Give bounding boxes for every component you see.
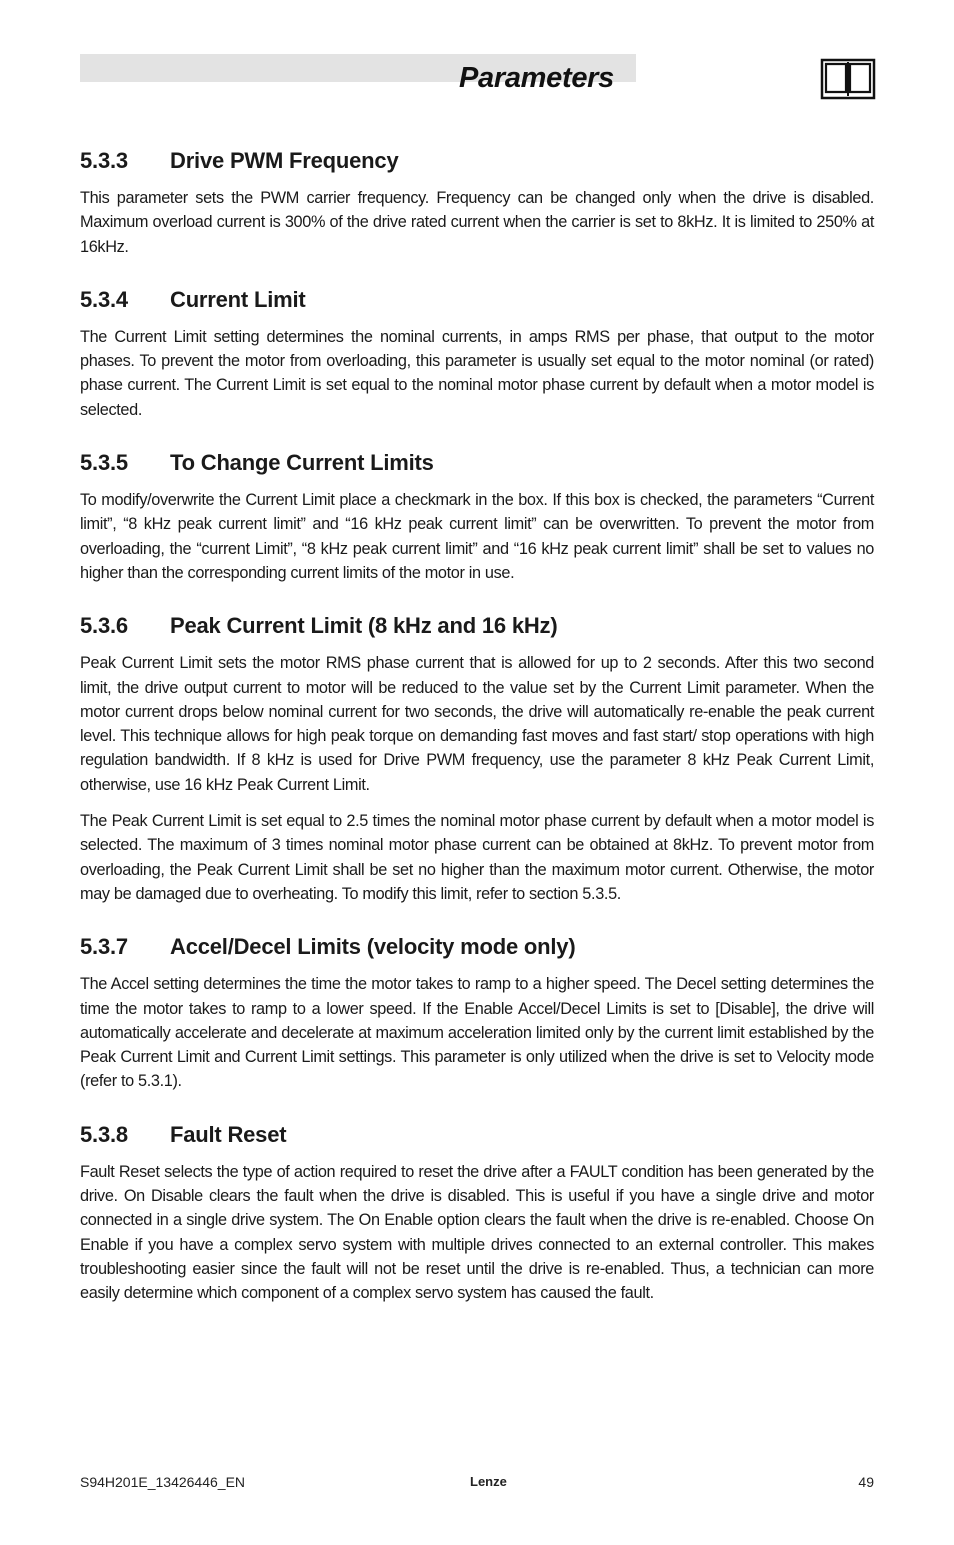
section [80,611,874,906]
section-heading [80,1120,874,1150]
brand-name: Lenze [470,1474,507,1489]
section-number: 5.3.8 [80,1121,128,1147]
section [80,1120,874,1306]
paragraph: Fault Reset selects the type of action required to reset the drive after a FAULT condition has been generated by the drive. On Disable clears the fault when the drive is disabled. This is useful if you have a single drive and motor connected in a single drive system. The On Enable option clears the fault when the drive is re-enabled. Choose On Enable if you have a complex servo system with multiple drives connected to an external controller. This makes troubleshooting easier since the fault will not be reset until the drive is re-enabled. Thus, a technician can more easily determine which component of a complex servo system has caused the fault. [80,1162,874,1303]
section-number: 5.3.4 [80,286,128,312]
section-number: 5.3.6 [80,613,128,639]
section [80,285,874,422]
section-title: Fault Reset [170,1121,287,1147]
document-body [80,146,874,1332]
page-number: 49 [858,1474,874,1490]
section [80,932,874,1093]
section-title: Peak Current Limit (8 kHz and 16 kHz) [170,613,558,639]
section-heading [80,146,874,176]
book-icon [820,58,876,100]
paragraph: Peak Current Limit sets the motor RMS phase current that is allowed for up to 2 seconds. After this two second limit, the drive output current to motor will be reduced to the value set by the Current Limit parameter. When the motor current drops below nominal current for two seconds, the drive will automatically re-enable the peak current level. This technique allows for high peak torque on demanding fast moves and fast start/ stop operations with high regulation bandwidth. If 8 kHz is used for Drive PWM frequency, use the parameter 8 kHz Peak Current Limit, otherwise, use 16 kHz Peak Current Limit. [80,654,874,794]
section-title: Current Limit [170,286,306,312]
section-title: Drive PWM Frequency [170,148,399,173]
paragraph: The Peak Current Limit is set equal to 2.5 times the nominal motor phase current by default when a motor model is selected. The maximum of 3 times nominal motor phase current can be obtained at 8kHz. To prevent motor from overloading, the Peak Current Limit shall be set no higher than the maximum motor current. Otherwise, the motor may be damaged due to overheating. To modify this limit, refer to section 5.3.5. [80,812,874,903]
section-title: Accel/Decel Limits (velocity mode only) [170,934,576,960]
section-number: 5.3.5 [80,450,128,476]
page-title: Parameters [459,62,614,94]
paragraph: The Accel setting determines the time the motor takes to ramp to a higher speed. The Decel setting determines the time the motor takes to ramp to a lower speed. If the Enable Accel/Decel Limits is set to [Disable], the drive will automatically accelerate and decelerate at maximum acceleration limited only by the current limit established by the Peak Current Limit and Current Limit settings. This parameter is only utilized when the drive is set to Velocity mode (refer to 5.3.1). [80,975,874,1091]
paragraph: To modify/overwrite the Current Limit place a checkmark in the box. If this box is checked, the parameters “Current limit”, “8 kHz peak current limit” and “16 kHz peak current limit” can be overwritten. To prevent the motor from overloading, the “current Limit”, “8 kHz peak current limit” and “16 kHz peak current limit” shall be set to values no higher than the corresponding current limits of the motor in use. [80,491,874,582]
section-heading [80,448,874,478]
section-heading [80,611,874,641]
document-id: S94H201E_13426446_EN [80,1474,246,1490]
section-number: 5.3.7 [80,934,128,960]
section-heading [80,285,874,315]
section-number: 5.3.3 [80,148,128,173]
section [80,448,874,585]
section [80,146,874,259]
paragraph: This parameter sets the PWM carrier frequency. Frequency can be changed only when the drive is disabled. Maximum overload current is 300% of the drive rated current when the carrier is set to 8kHz. It is limited to 250% at 16kHz. [80,189,874,256]
section-title: To Change Current Limits [170,450,434,476]
section-heading [80,932,874,962]
page-footer [80,1474,874,1494]
paragraph: The Current Limit setting determines the nominal currents, in amps RMS per phase, that output to the motor phases. To prevent the motor from overloading, this parameter is usually set equal to the motor nominal (or rated) phase current. The Current Limit is set equal to the nominal motor phase current by default when a motor model is selected. [80,327,874,419]
